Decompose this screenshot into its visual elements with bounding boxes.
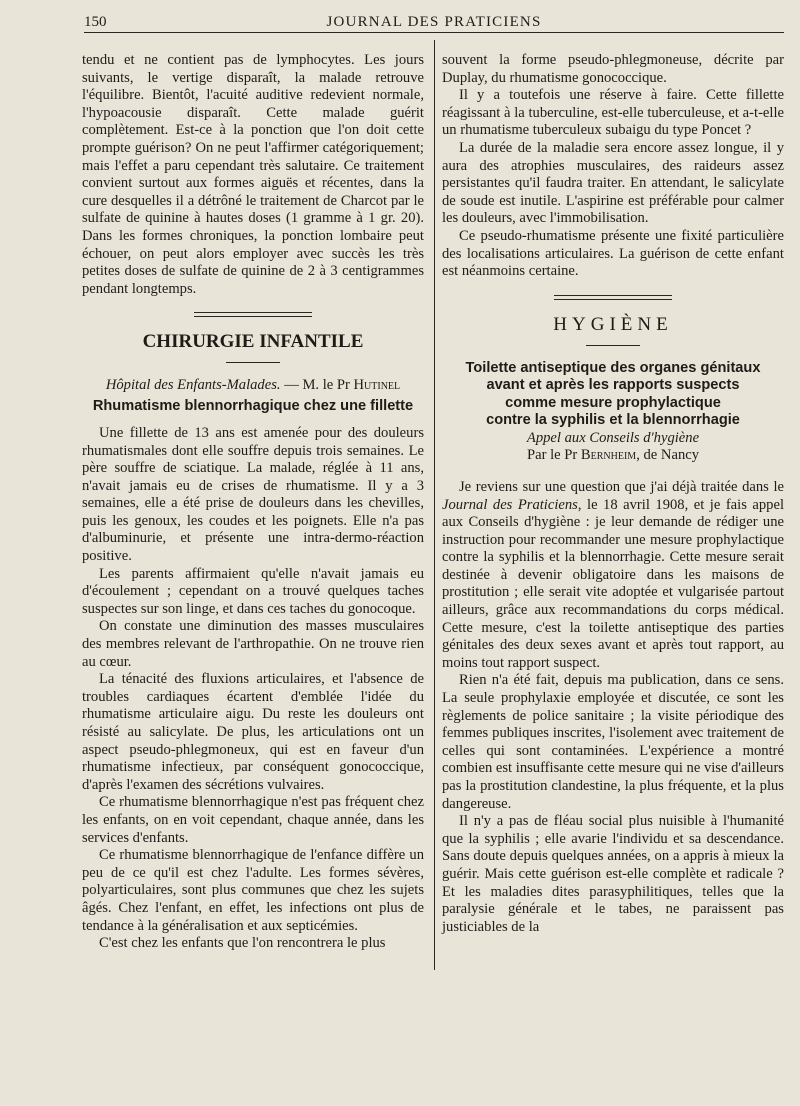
paragraph: C'est chez les enfants que l'on rencontrera le plus [99,935,386,952]
byline-suffix: , de Nancy [636,447,700,464]
hospital-line [82,377,424,395]
p1-after: , le 18 avril 1908, et je fais appel aux Conseils d'hygiène : je leur demande de rédiger une instruction pour recommander une mesure prophylactique contre la syphilis et la blennorrhagie. Cette mesure serait destinée à devenir obligatoire dans les maisons de prostitution ; elle serait vite adoptée et vulgarisée partout ailleurs, grâce aux recommandations du corps médical. Cette mesure, c'est la toilette antiseptique des parties génitales des deux sexes avant et après tout rapport, au moins tout rapport suspect. [442,496,785,671]
left-column [82,52,424,953]
column-divider [434,40,435,970]
paragraph: La ténacité des fluxions articulaires, et l'absence de troubles cardiaques écartent d'emblée l'idée du rhumatisme articulaire aigu. Du reste les douleurs ont résisté au salicylate. De plus, les articulations ont un aspect pseudo-phlegmoneux, qui est en faveur d'un rhumatisme infectieux, par conséquent gonococcique, d'après l'examen des sécrétions vulvaires. [82,671,424,793]
section-separator [554,295,672,300]
byline [442,447,784,465]
page-number: 150 [84,14,107,30]
paragraph: Rien n'a été fait, depuis ma publication, dans ce sens. La seule prophylaxie employée et discutée, ce sont les règlements de police sanitaire ; la visite périodique des femmes publiques inscrites, l'isolement avec traitement de celles qui sont contaminées. L'expérience a montré combien est insuffisante cette mesure qui ne vise d'ailleurs pas la prostitution clandestine, la plus fréquente, et la plus dangereuse. [442,672,784,812]
article-title-line: avant et après les rapports suspects [486,377,740,394]
paragraph [442,479,784,673]
paragraph: Il y a toutefois une réserve à faire. Cette fillette réagissant à la tuberculine, est-elle tuberculeuse, et a-t-elle un rhumatisme tuberculeux subaigu du type Poncet ? [442,87,784,139]
title-underline [226,362,280,363]
hospital-name: Hôpital des Enfants-Malades. [105,377,281,394]
section-separator [194,312,312,317]
p1-before: Je reviens sur une question que j'ai déjà traitée dans le [459,478,784,495]
article-title-line: comme mesure prophylactique [505,394,721,411]
paragraph: Ce rhumatisme blennorrhagique n'est pas fréquent chez les enfants, on en voit cependant, chaque année, dans les services d'enfants. [82,794,424,846]
right-column [442,52,784,936]
section-title-chirurgie: CHIRURGIE INFANTILE [142,331,364,353]
paragraph: Les parents affirmaient qu'elle n'avait jamais eu d'écoulement ; cependant on a trouvé quelques taches suspectes sur son linge, et dans ces taches du gonocoque. [82,565,424,617]
title-underline [586,345,640,346]
paragraph: On constate une diminution des masses musculaires des membres relevant de l'arthropathie. On ne trouve rien au cœur. [82,618,424,670]
byline-name: Bernheim [580,447,637,464]
article-title-line: Toilette antiseptique des organes génitaux [465,359,761,376]
paragraph: La durée de la maladie sera encore assez longue, il y aura des atrophies musculaires, des raideurs assez persistantes qu'il faudra traiter. En attendant, le salicylate de soude est inutile. L'aspirine est préférable pour calmer les douleurs, avec l'immobilisation. [442,139,784,227]
author-name: Hutinel [353,377,401,394]
journal-title-ref: Journal des Praticiens [442,496,578,513]
running-title: JOURNAL DES PRATICIENS [326,14,542,30]
appeal-subtitle: Appel aux Conseils d'hygiène [526,429,700,446]
paragraph: Ce pseudo-rhumatisme présente une fixité particulière des localisations articulaires. La guérison de cette enfant est néanmoins certaine. [442,227,784,280]
paragraph: souvent la forme pseudo-phlegmoneuse, décrite par Duplay, du rhumatisme gonococcique. [442,52,784,86]
page-header [84,10,784,33]
article-title-line: contre la syphilis et la blennorrhagie [486,412,740,429]
section-title-hygiene: HYGIÈNE [553,313,673,335]
paragraph: Une fillette de 13 ans est amenée pour des douleurs rhumatismales dont elle souffre depuis trois semaines. Le père souffre de sciatique. La malade, réglée à 11 ans, n'avait jamais eu de crises de rhumatisme. Il y a 3 semaines, elle a été prise de douleurs dans les chevilles, puis les genoux, les coudes et les poignets. Elle n'a pas d'albuminurie, et présente une intra-dermo-réaction positive. [82,424,424,565]
byline-prefix: Par le Pr [526,447,581,464]
intro-paragraph: tendu et ne contient pas de lymphocytes. Les jours suivants, le vertige disparaît, la malade retrouve l'équilibre. Bientôt, l'acuité auditive redevient normale, l'hypoacousie disparaît. Cette malade guérit complètement. Est-ce à la ponction que l'on doit cette prompte guérison? On ne peut l'affirmer catégoriquement; mais l'effet a paru cependant très salutaire. Ce traitement convient surtout aux formes aiguës et récentes, dans la cure desquelles il a détrôné le traitement de Charcot par le sulfate de quinine à hautes doses (1 gramme à 1 gr. 20). Dans les formes chroniques, la ponction lombaire peut échouer, on peut alors employer avec succès les très petites doses de sulfate de quinine de 2 à 3 centigrammes pendant longtemps. [82,52,424,297]
author-prefix: — M. le Pr [280,377,354,394]
paragraph: Ce rhumatisme blennorrhagique de l'enfance diffère un peu de ce qu'il est chez l'adulte. Les formes sévères, polyarticulaires, sont plus communes que chez les sujets âgés. Chez l'enfant, en effet, les infections ont plus de tendance à la généralisation et aux septicémies. [82,847,424,934]
article-title-left: Rhumatisme blennorrhagique chez une fillette [92,397,414,414]
paragraph: Il n'y a pas de fléau social plus nuisible à l'humanité que la syphilis ; elle avarie l'individu et sa descendance. Sans doute depuis quelques années, on a appris à mieux la guérir. Mais cette guérison est-elle complète et radicale ? Et les maladies dites parasyphilitiques, telles que la paralysie générale et le tabes, ne paraissent pas justiciables de la [442,813,784,935]
